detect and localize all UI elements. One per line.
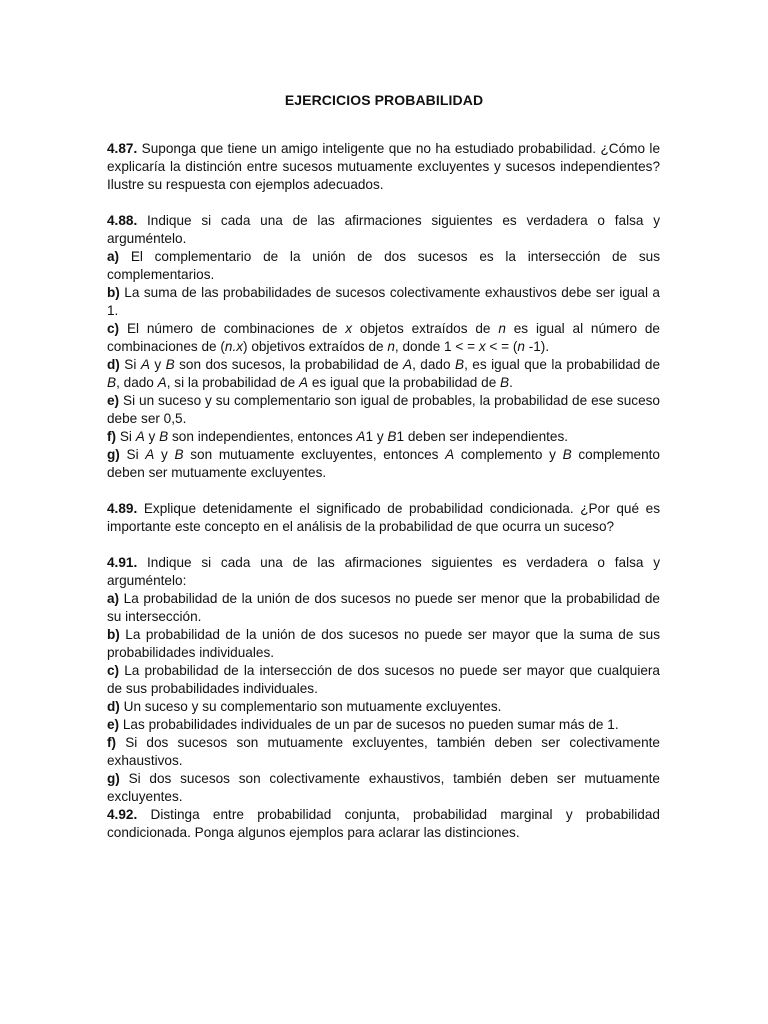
statement-letter: d) <box>107 699 120 714</box>
statement-text: complemento y <box>454 447 563 462</box>
exercise-number: 4.87. <box>107 141 138 156</box>
statement-text: son mutuamente excluyentes, entonces <box>183 447 446 462</box>
math-variable: x <box>478 339 486 354</box>
statement-text: -1). <box>524 339 550 354</box>
statement-letter: e) <box>107 717 120 732</box>
math-variable: A <box>135 429 145 444</box>
exercise-number: 4.92. <box>107 807 138 822</box>
math-variable: B <box>387 429 397 444</box>
math-variable: A <box>157 375 167 390</box>
statement-text: , es igual que la probabilidad de <box>464 357 661 372</box>
statement-letter: d) <box>107 357 120 372</box>
statement-text: . <box>509 375 513 390</box>
document-title: EJERCICIOS PROBABILIDAD <box>284 92 484 108</box>
math-variable: A <box>145 447 155 462</box>
statement-item-c <box>107 662 660 698</box>
statement-letter: f) <box>107 735 117 750</box>
statement-text: Si dos sucesos son mutuamente excluyentes, también deben ser colectivamente exhaustivos. <box>107 735 660 768</box>
math-variable: B <box>562 447 572 462</box>
statement-item-a <box>107 590 660 626</box>
math-variable: B <box>165 357 175 372</box>
exercise-4-89 <box>107 500 660 536</box>
exercise-text: Distinga entre probabilidad conjunta, probabilidad marginal y probabilidad condicionada. Ponga algunos ejemplos para aclarar las distinciones. <box>107 807 660 840</box>
math-variable: n <box>387 339 395 354</box>
math-variable: A <box>298 375 309 390</box>
exercise-paragraph <box>107 500 660 536</box>
statement-item-d <box>107 698 660 716</box>
statement-letter: b) <box>107 627 120 642</box>
math-variable: A <box>140 357 150 372</box>
exercise-number: 4.88. <box>107 213 138 228</box>
statement-text: y <box>149 357 166 372</box>
statement-letter: c) <box>107 321 120 336</box>
exercise-4-92 <box>107 806 660 842</box>
statement-text: objetos extraídos de <box>352 321 499 336</box>
statement-text: Si <box>119 447 146 462</box>
statement-letter: a) <box>107 249 120 264</box>
statement-text: 1 y <box>365 429 388 444</box>
statement-text: La probabilidad de la unión de dos sucesos no puede ser menor que la probabilidad de su intersección. <box>107 591 660 624</box>
statement-letter: f) <box>107 429 117 444</box>
statement-text: y <box>154 447 175 462</box>
statement-text: , dado <box>412 357 455 372</box>
statement-text: La probabilidad de la unión de dos sucesos no puede ser mayor que la suma de sus probabilidades individuales. <box>107 627 660 660</box>
exercise-4-91 <box>107 554 660 806</box>
exercise-number: 4.89. <box>107 501 138 516</box>
statement-letter: a) <box>107 591 120 606</box>
statement-text: Si un suceso y su complementario son igual de probables, la probabilidad de ese suceso debe ser 0,5. <box>107 393 660 426</box>
statement-letter: g) <box>107 771 120 786</box>
statement-text: es igual que la probabilidad de <box>308 375 501 390</box>
statement-item-a <box>107 248 660 284</box>
exercise-text: Suponga que tiene un amigo inteligente que no ha estudiado probabilidad. ¿Cómo le explicaría la distinción entre sucesos mutuamente excluyentes y sucesos independientes? Ilustre su respuesta con ejemplos adecuados. <box>107 141 660 192</box>
exercise-text: Indique si cada una de las afirmaciones siguientes es verdadera o falsa y arguméntelo. <box>107 213 660 246</box>
statement-text: Si dos sucesos son colectivamente exhaustivos, también deben ser mutuamente excluyentes. <box>107 771 660 804</box>
statement-item-b <box>107 284 660 320</box>
statement-text: son independientes, entonces <box>168 429 357 444</box>
math-variable: n.x <box>224 339 244 354</box>
statement-item-b <box>107 626 660 662</box>
exercise-paragraph <box>107 806 660 842</box>
statement-text: complemento deben ser mutuamente excluyentes. <box>107 447 660 480</box>
statement-letter: e) <box>107 393 120 408</box>
statement-letter: g) <box>107 447 120 462</box>
statement-item-f <box>107 428 660 446</box>
statement-text: La probabilidad de la intersección de dos sucesos no puede ser mayor que cualquiera de sus probabilidades individuales. <box>107 663 660 696</box>
math-variable: n <box>517 339 525 354</box>
statement-text: 1 deben ser independientes. <box>396 429 569 444</box>
statement-item-d <box>107 356 660 392</box>
math-variable: A <box>445 447 455 462</box>
statement-text: Si <box>116 429 136 444</box>
exercise-paragraph <box>107 212 660 248</box>
statement-text: , dado <box>116 375 158 390</box>
statement-item-e <box>107 716 660 734</box>
statement-text: Las probabilidades individuales de un par de sucesos no pueden sumar más de 1. <box>119 717 619 732</box>
statement-text: , donde 1 < = <box>394 339 479 354</box>
statement-text: , si la probabilidad de <box>166 375 299 390</box>
math-variable: B <box>454 357 465 372</box>
document-body <box>107 140 660 860</box>
exercise-text: Explique detenidamente el significado de probabilidad condicionada. ¿Por qué es importante este concepto en el análisis de la probabilidad de que ocurra un suceso? <box>107 501 660 534</box>
statement-item-f <box>107 734 660 770</box>
math-variable: x <box>345 321 353 336</box>
math-variable: A <box>403 357 413 372</box>
statement-text: son dos sucesos, la probabilidad de <box>174 357 403 372</box>
exercise-4-87 <box>107 140 660 194</box>
math-variable: B <box>500 375 510 390</box>
math-variable: B <box>174 447 184 462</box>
math-variable: A <box>356 429 366 444</box>
statement-text: Si <box>119 357 141 372</box>
statement-item-g <box>107 770 660 806</box>
exercise-number: 4.91. <box>107 555 138 570</box>
statement-text: es igual al número de combinaciones de ( <box>107 321 660 354</box>
statement-text: El complementario de la unión de dos sucesos es la intersección de sus complementarios. <box>107 249 660 282</box>
exercise-text: Indique si cada una de las afirmaciones siguientes es verdadera o falsa y arguméntelo: <box>107 555 660 588</box>
statement-text: < = ( <box>485 339 518 354</box>
statement-letter: b) <box>107 285 120 300</box>
statement-text: Un suceso y su complementario son mutuamente excluyentes. <box>119 699 502 714</box>
statement-text: ) objetivos extraídos de <box>243 339 388 354</box>
math-variable: B <box>159 429 169 444</box>
math-variable: n <box>498 321 506 336</box>
statement-text: y <box>144 429 160 444</box>
statement-item-e <box>107 392 660 428</box>
statement-text: El número de combinaciones de <box>119 321 346 336</box>
statement-item-c <box>107 320 660 356</box>
statement-letter: c) <box>107 663 120 678</box>
exercise-4-88 <box>107 212 660 482</box>
statement-item-g <box>107 446 660 482</box>
math-variable: B <box>107 375 117 390</box>
statement-text: La suma de las probabilidades de sucesos colectivamente exhaustivos debe ser igual a 1. <box>107 285 660 318</box>
exercise-paragraph <box>107 140 660 194</box>
exercise-paragraph <box>107 554 660 590</box>
